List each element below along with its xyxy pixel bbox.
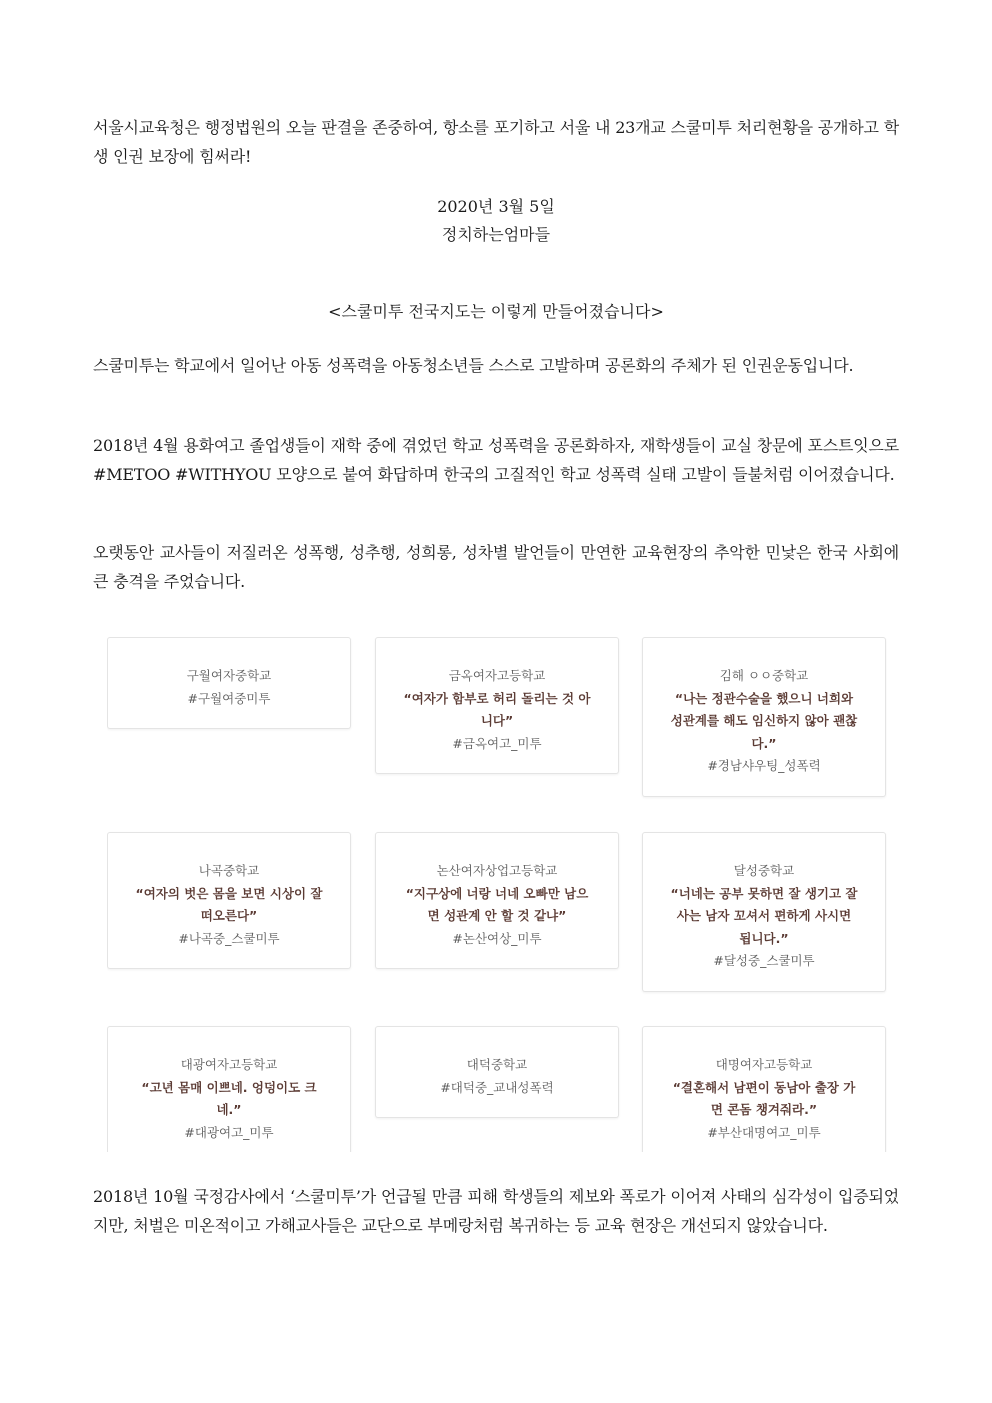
section-heading: <스쿨미투 전국지도는 이렇게 만들어졌습니다>: [328, 302, 664, 321]
school-card: [375, 637, 619, 774]
school-card-grid: [107, 637, 887, 1152]
school-card: [375, 1026, 619, 1118]
school-card: [642, 637, 886, 797]
quote: “너네는 공부 못하면 잘 생기고 잘 사는 남자 꼬셔서 편하게 사시면 됩니다.”: [670, 885, 858, 946]
hashtag: #달성중_스쿨미투: [713, 953, 815, 968]
school-name: 달성중학교: [733, 863, 795, 878]
school-name: 구월여자중학교: [186, 668, 272, 683]
quote: “나는 정관수술을 했으니 너희와 성관계를 해도 임신하지 않아 괜찮다.”: [670, 690, 858, 751]
quote: “결혼해서 남편이 동남아 출장 가면 콘돔 챙겨줘라.”: [672, 1079, 856, 1117]
intro-paragraph: 서울시교육청은 행정법원의 오늘 판결을 존중하여, 항소를 포기하고 서울 내 23개교 스쿨미투 처리현황을 공개하고 학생 인권 보장에 힘써라!: [93, 118, 899, 166]
hashtag: #구월여중미투: [187, 690, 271, 706]
school-card: [107, 637, 351, 729]
date-author-block: [93, 193, 899, 249]
school-card: [107, 1026, 351, 1152]
hashtag: #나곡중_스쿨미투: [178, 930, 280, 946]
school-card: [375, 832, 619, 969]
quote: “고년 몸매 이쁘네. 엉덩이도 크네.”: [141, 1079, 317, 1117]
school-name: 나곡중학교: [198, 863, 260, 878]
body-paragraph: 오랫동안 교사들이 저질러온 성폭행, 성추행, 성희롱, 성차별 발언들이 만연한 교육현장의 추악한 민낯은 한국 사회에 큰 충격을 주었습니다.: [93, 543, 899, 591]
school-name: 김해 ㅇㅇ중학교: [719, 668, 809, 683]
hashtag: #논산여상_미투: [452, 930, 542, 946]
school-name: 대광여자고등학교: [180, 1057, 278, 1072]
body-paragraph: 스쿨미투는 학교에서 일어난 아동 성폭력을 아동청소년들 스스로 고발하며 공론화의 주체가 된 인권운동입니다.: [93, 356, 854, 375]
hashtag: #대덕중_교내성폭력: [440, 1079, 554, 1095]
quote: “여자의 벗은 몸을 보면 시상이 잘 떠오른다”: [135, 885, 323, 923]
school-card: [107, 832, 351, 969]
hashtag: #부산대명여고_미투: [707, 1124, 821, 1140]
school-name: 대덕중학교: [466, 1057, 528, 1072]
quote: “여자가 함부로 허리 돌리는 것 아니다”: [403, 690, 591, 728]
body-paragraph: 2018년 4월 용화여고 졸업생들이 재학 중에 겪었던 학교 성폭력을 공론화하자, 재학생들이 교실 창문에 포스트잇으로 #METOO #WITHYOU 모양으로 붙여 화답하며 한국의 고질적인 학교 성폭력 실태 고발이 들불처럼 이어졌습니다.: [93, 436, 899, 484]
date: 2020년 3월 5일: [437, 197, 555, 216]
hashtag: #금옥여고_미투: [452, 735, 542, 751]
school-name: 금옥여자고등학교: [448, 668, 546, 683]
school-card: [642, 1026, 886, 1152]
hashtag: #대광여고_미투: [184, 1124, 274, 1140]
quote: “지구상에 너랑 너네 오빠만 남으면 성관계 안 할 것 같냐”: [405, 885, 589, 923]
hashtag: #경남샤우팅_성폭력: [707, 758, 821, 773]
school-name: 대명여자고등학교: [715, 1057, 813, 1072]
author: 정치하는엄마들: [441, 225, 551, 244]
school-name: 논산여자상업고등학교: [436, 863, 558, 878]
closing-paragraph: 2018년 10월 국정감사에서 ‘스쿨미투’가 언급될 만큼 피해 학생들의 제보와 폭로가 이어져 사태의 심각성이 입증되었지만, 처벌은 미온적이고 가해교사들은 교단으로 부메랑처럼 복귀하는 등 교육 현장은 개선되지 않았습니다.: [93, 1187, 899, 1235]
school-card: [642, 832, 886, 992]
